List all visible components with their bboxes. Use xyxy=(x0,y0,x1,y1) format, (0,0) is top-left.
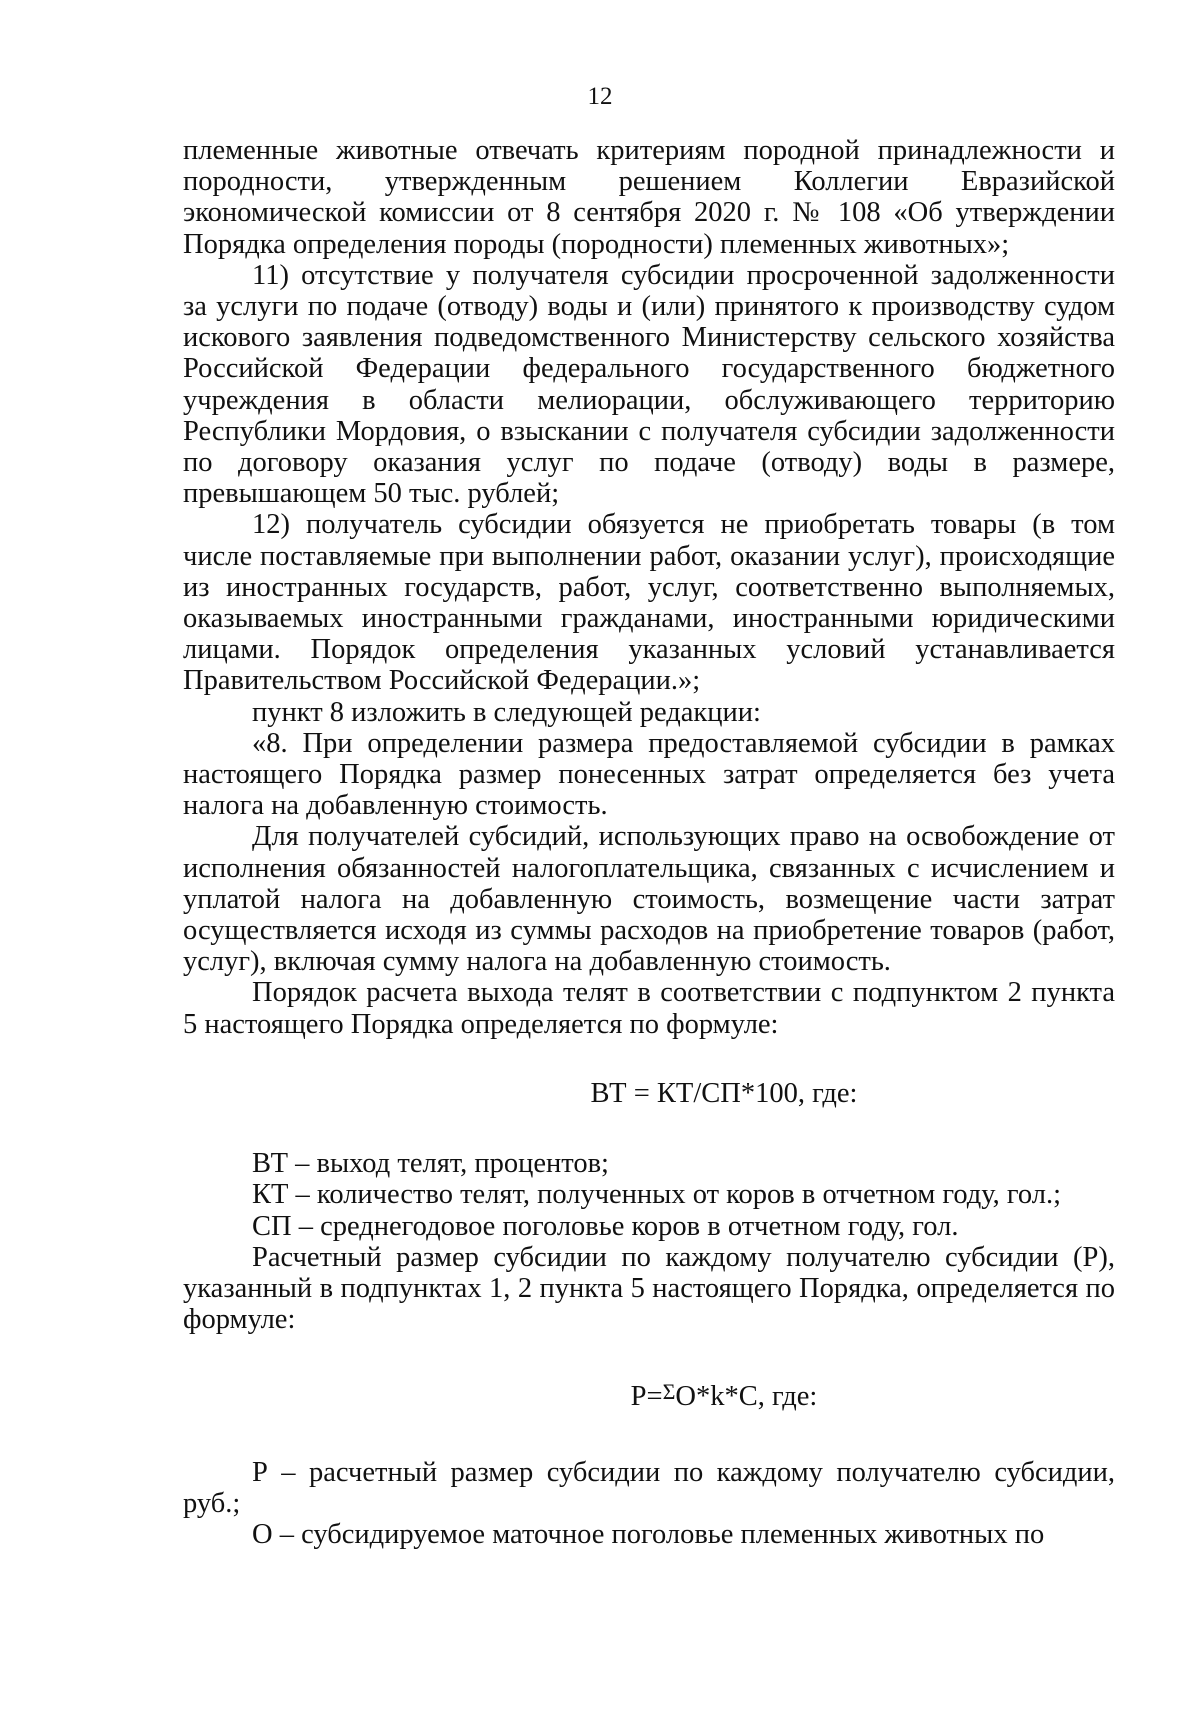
definition-kt: КТ – количество телят, полученных от коров в отчетном году, гол.; xyxy=(252,1179,1062,1211)
paragraph-breed-criteria: племенные животные отвечать критериям породной принадлежности и породности, утвержденным решением Коллегии Евразийской экономической комиссии от 8 сентября 2020 г. № 108 «Об утверждении Порядка определения породы (породности) племенных животных»; xyxy=(183,135,1115,260)
paragraph-calf-yield-formula-intro: Порядок расчета выхода телят в соответствии с подпунктом 2 пункта 5 настоящего Порядка определяется по формуле: xyxy=(183,977,1115,1040)
paragraph-item-12: 12) получатель субсидии обязуется не приобретать товары (в том числе поставляемые при выполнении работ, оказании услуг), происходящие из иностранных государств, работ, услуг, соответственно выполняемых, оказываемых иностранными гражданами, иностранными юридическими лицами. Порядок определения указанных условий устанавливается Правительством Российской Федерации.»; xyxy=(183,509,1115,697)
formula-subsidy xyxy=(183,1376,1115,1412)
definition-sp: СП – среднегодовое поголовье коров в отчетном году, гол. xyxy=(252,1210,959,1242)
definition-vt: ВТ – выход телят, процентов; xyxy=(252,1148,609,1180)
formula-calf-yield: ВТ = КТ/СП*100, где: xyxy=(590,1077,858,1109)
sigma-symbol: Σ xyxy=(662,1379,676,1405)
paragraph-subsidy-formula-intro: Расчетный размер субсидии по каждому получателю субсидии (Р), указанный в подпунктах 1, 2 пункта 5 настоящего Порядка, определяется по формуле: xyxy=(183,1241,1115,1336)
page-number: 12 xyxy=(587,83,613,110)
document-body xyxy=(183,135,1115,1550)
paragraph-point-8-intro: пункт 8 изложить в следующей редакции: xyxy=(252,696,761,728)
paragraph-vat-exemption: Для получателей субсидий, использующих право на освобождение от исполнения обязанностей налогоплательщика, связанных с исчислением и уплатой налога на добавленную стоимость, возмещение части затрат осуществляется исходя из суммы расходов на приобретение товаров (работ, услуг), включая сумму налога на добавленную стоимость. xyxy=(183,821,1115,978)
definition-r: Р – расчетный размер субсидии по каждому получателю субсидии, руб.; xyxy=(183,1456,1115,1519)
paragraph-point-8: «8. При определении размера предоставляемой субсидии в рамках настоящего Порядка размер понесенных затрат определяется без учета налога на добавленную стоимость. xyxy=(183,727,1115,822)
formula-subsidy-right: О*k*С, где: xyxy=(675,1381,818,1413)
definition-o: О – субсидируемое маточное поголовье племенных животных по xyxy=(252,1518,1045,1550)
formula-subsidy-left: Р= xyxy=(630,1381,663,1413)
paragraph-item-11: 11) отсутствие у получателя субсидии просроченной задолженности за услуги по подаче (отводу) воды и (или) принятого к производству судом искового заявления подведомственного Министерству сельского хозяйства Российской Федерации федерального государственного бюджетного учреждения в области мелиорации, обслуживающего территорию Республики Мордовия, о взыскании с получателя субсидии задолженности по договору оказания услуг по подаче (отводу) воды в размере, превышающем 50 тыс. рублей; xyxy=(183,259,1115,510)
